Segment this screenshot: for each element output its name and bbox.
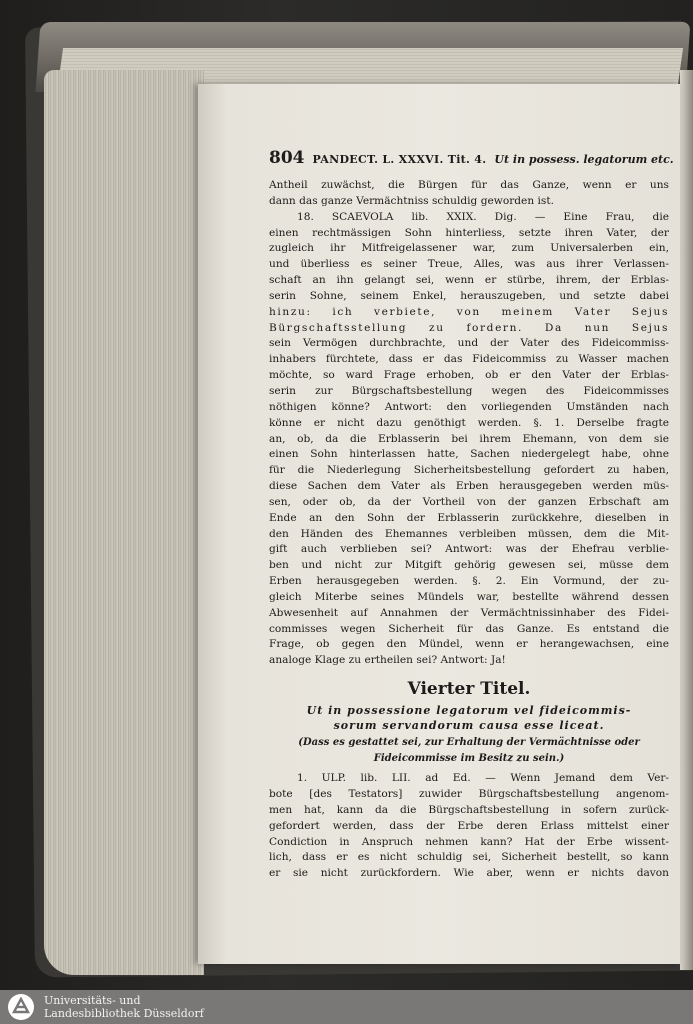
text-line: Antheil zuwächst, die Bürgen für das Ganze, wenn er uns bbox=[269, 179, 669, 191]
text-line: schaft an ihn gelangt sei, wenn er stürbe, ihrem, der Erblas- bbox=[269, 274, 669, 287]
library-logo-icon[interactable] bbox=[6, 992, 36, 1022]
chapter-heading bbox=[269, 679, 669, 765]
book-page bbox=[198, 84, 680, 964]
latin-title-line: Ut in possessione legatorum vel fideicommis- bbox=[306, 704, 632, 718]
text-line: 18. SCAEVOLA lib. XXIX. Dig. — Eine Frau, die bbox=[297, 210, 669, 223]
text-line: lich, dass er es nicht schuldig sei, Sicherheit bestellt, so kann bbox=[269, 851, 669, 864]
latin-title-line: sorum servandorum causa esse liceat. bbox=[333, 719, 605, 733]
library-name-line1: Universitäts- und bbox=[44, 994, 141, 1007]
text-line: gleich Miterbe seines Mündels war, bestellte während dessen bbox=[269, 590, 669, 603]
chapter-title: Vierter Titel. bbox=[407, 679, 531, 700]
library-name-line2: Landesbibliothek Düsseldorf bbox=[44, 1007, 204, 1020]
text-line: sen, oder ob, da der Vortheil von der ganzen Erbschaft am bbox=[269, 495, 669, 508]
text-line: analoge Klage zu ertheilen sei? Antwort: Ja! bbox=[269, 654, 506, 667]
text-line: inhabers fürchtete, dass er das Fideicommiss zu Wasser machen bbox=[269, 353, 669, 366]
text-line: und überliess es seiner Treue, Alles, was aus ihrer Verlassen- bbox=[269, 258, 669, 271]
running-header bbox=[269, 148, 674, 168]
text-line: Bürgschaftsstellung zu fordern. Da nun Sejus bbox=[269, 321, 669, 334]
text-line: für die Niederlegung Sicherheitsbestellung gefordert zu haben, bbox=[269, 464, 669, 477]
text-line: gefordert werden, dass der Erbe deren Erlass mittelst einer bbox=[269, 819, 669, 832]
text-block-bottom bbox=[269, 771, 669, 882]
page-stack-right bbox=[680, 70, 693, 970]
text-line: gift auch verblieben sei? Antwort: was der Ehefrau verblie- bbox=[269, 543, 669, 556]
text-line: commisses wegen Sicherheit für das Ganze. Es entstand die bbox=[269, 622, 669, 635]
text-line: ben und nicht zur Mitgift gehörig gewesen sei, müsse dem bbox=[269, 559, 669, 572]
text-line: einen rechtmässigen Sohn hinterliess, setzte ihren Vater, der bbox=[269, 226, 669, 239]
running-head: PANDECT. L. XXXVI. Tit. 4. bbox=[312, 153, 487, 166]
translation-line: (Dass es gestattet sei, zur Erhaltung der Vermächtnisse oder bbox=[298, 737, 640, 749]
text-line: nöthigen könne? Antwort: den vorliegenden Umständen nach bbox=[269, 400, 669, 413]
text-line: bote [des Testators] zuwider Bürgschaftsbestellung angenom- bbox=[269, 788, 669, 800]
text-line: sein Vermögen durchbrachte, und der Vater des Fideicommiss- bbox=[269, 337, 669, 350]
text-line: hinzu: ich verbiete, von meinem Vater Sejus bbox=[269, 305, 669, 318]
text-line: er sie nicht zurückfordern. Wie aber, wenn er nichts davon bbox=[269, 867, 669, 880]
text-line: men hat, kann da die Bürgschaftsbestellung in sofern zurück- bbox=[269, 803, 669, 816]
text-line: zugleich ihr Mitfreigelassener war, zum Universalerben ein, bbox=[269, 242, 669, 255]
page-text bbox=[269, 148, 674, 882]
library-name bbox=[44, 994, 204, 1020]
text-line: einen Sohn hinterlassen hatte, Sachen niedergelegt habe, ohne bbox=[269, 448, 669, 461]
text-line: Erben herausgegeben werden. §. 2. Ein Vormund, der zu- bbox=[269, 575, 669, 588]
text-line: serin zur Bürgschaftsbestellung wegen des Fideicommisses bbox=[269, 384, 669, 397]
translation-line: Fideicommisse im Besitz zu sein.) bbox=[373, 753, 565, 765]
text-block-top bbox=[269, 178, 669, 669]
text-line: möchte, so ward Frage erhoben, ob er den Vater der Erblas- bbox=[269, 369, 669, 382]
text-line: könne er nicht dazu genöthigt werden. §. 1. Derselbe fragte bbox=[269, 416, 669, 429]
text-line: an, ob, da die Erblasserin bei ihrem Ehemann, von dem sie bbox=[269, 432, 669, 445]
text-line: dann das ganze Vermächtniss schuldig geworden ist. bbox=[269, 194, 554, 207]
text-line: diese Sachen dem Vater als Erben herausgegeben werden müs- bbox=[269, 480, 669, 493]
text-line: Condiction in Anspruch nehmen kann? Hat der Erbe wissent- bbox=[269, 835, 669, 848]
running-title: Ut in possess. legatorum etc. bbox=[494, 153, 674, 166]
footer-bar bbox=[0, 990, 693, 1024]
text-line: serin Sohne, seinem Enkel, herauszugeben, und setzte dabei bbox=[269, 289, 669, 302]
text-line: den Händen des Ehemannes verbleiben müssen, dem die Mit- bbox=[269, 527, 669, 540]
text-line: Ende an den Sohn der Erblasserin zurückkehre, dieselben in bbox=[269, 511, 669, 524]
page-stack-left bbox=[44, 70, 204, 975]
text-line: Frage, ob gegen den Mündel, wenn er herangewachsen, eine bbox=[269, 638, 669, 651]
text-line: 1. ULP. lib. LII. ad Ed. — Wenn Jemand dem Ver- bbox=[297, 772, 669, 785]
page-number: 804 bbox=[269, 148, 305, 168]
text-line: Abwesenheit auf Annahmen der Vermächtnissinhaber des Fidei- bbox=[269, 606, 669, 619]
